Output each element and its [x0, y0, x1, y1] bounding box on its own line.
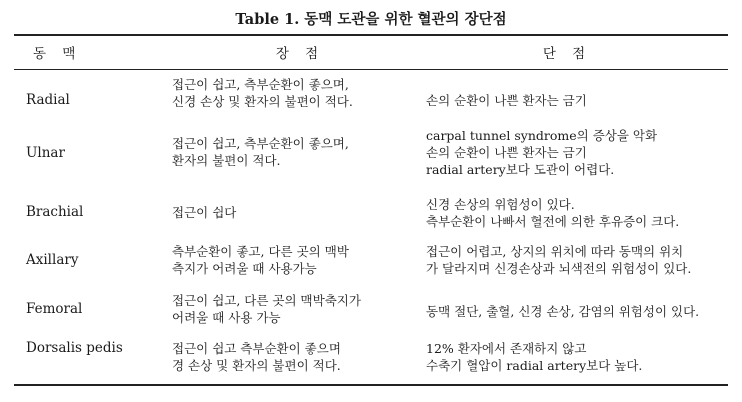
disadvantages-cell	[426, 303, 699, 320]
artery-name: Femoral	[26, 301, 83, 317]
disadvantage-line: radial artery보다 도관이 어렵다.	[426, 162, 615, 177]
advantage-line: 어려울 때 사용 가능	[172, 310, 281, 325]
advantage-line: 접근이 쉽고, 측부순환이 좋으며,	[172, 77, 349, 92]
advantage-line: 측부순환이 좋고, 다른 곳의 맥박	[172, 244, 349, 259]
advantage-line: 접근이 쉽다	[172, 205, 237, 220]
disadvantages-cell	[426, 340, 642, 374]
artery-name: Ulnar	[26, 145, 65, 161]
artery-name: Radial	[26, 92, 70, 108]
header-artery: 동 맥	[33, 46, 82, 62]
advantage-line: 측지가 어려울 때 사용가능	[172, 261, 317, 276]
advantage-line: 접근이 쉽고, 측부순환이 좋으며,	[172, 136, 349, 151]
table-caption: Table 1. 동맥 도관을 위한 혈관의 장단점	[235, 11, 507, 28]
advantages-cell	[172, 204, 236, 221]
disadvantage-line: 동맥 절단, 출혈, 신경 손상, 감염의 위험성이 있다.	[426, 304, 700, 319]
advantages-cell	[172, 243, 349, 277]
header-advantages: 장 점	[275, 46, 325, 62]
advantages-cell	[172, 340, 341, 374]
header-disadvantages: 단 점	[542, 46, 592, 62]
disadvantage-line: 12% 환자에서 존재하지 않고	[426, 341, 587, 356]
disadvantage-line: 수축기 혈압이 radial artery보다 높다.	[426, 358, 643, 373]
disadvantage-line: 신경 손상의 위험성이 있다.	[426, 197, 575, 212]
disadvantage-line: 측부순환이 나빠서 혈전에 의한 후유증이 크다.	[426, 214, 680, 229]
artery-name: Axillary	[26, 252, 79, 268]
disadvantages-cell	[426, 127, 657, 178]
advantage-line: 접근이 쉽고 측부순환이 좋으며	[172, 341, 341, 356]
advantage-line: 접근이 쉽고, 다른 곳의 맥박축지가	[172, 293, 361, 308]
disadvantages-cell	[426, 243, 691, 277]
disadvantage-line: 가 달라지며 신경손상과 뇌색전의 위험성이 있다.	[426, 261, 692, 276]
disadvantage-line: 접근이 어렵고, 상지의 위치에 따라 동맥의 위치	[426, 244, 684, 259]
advantages-cell	[172, 292, 361, 326]
disadvantages-cell	[426, 92, 587, 109]
advantage-line: 경 손상 및 환자의 불편이 적다.	[172, 358, 341, 373]
advantages-cell	[172, 135, 349, 169]
disadvantages-cell	[426, 196, 679, 230]
advantage-line: 신경 손상 및 환자의 불편이 적다.	[172, 94, 353, 109]
disadvantage-line: carpal tunnel syndrome의 증상을 악화	[426, 128, 658, 143]
artery-name: Dorsalis pedis	[26, 340, 123, 356]
header-rule	[14, 69, 728, 70]
disadvantage-line: 손의 순환이 나쁜 환자는 금기	[426, 145, 587, 160]
top-rule	[14, 34, 728, 36]
artery-name: Brachial	[26, 204, 84, 220]
disadvantage-line: 손의 순환이 나쁜 환자는 금기	[426, 93, 587, 108]
bottom-rule	[14, 384, 728, 386]
advantages-cell	[172, 76, 353, 110]
advantage-line: 환자의 불편이 적다.	[172, 153, 281, 168]
